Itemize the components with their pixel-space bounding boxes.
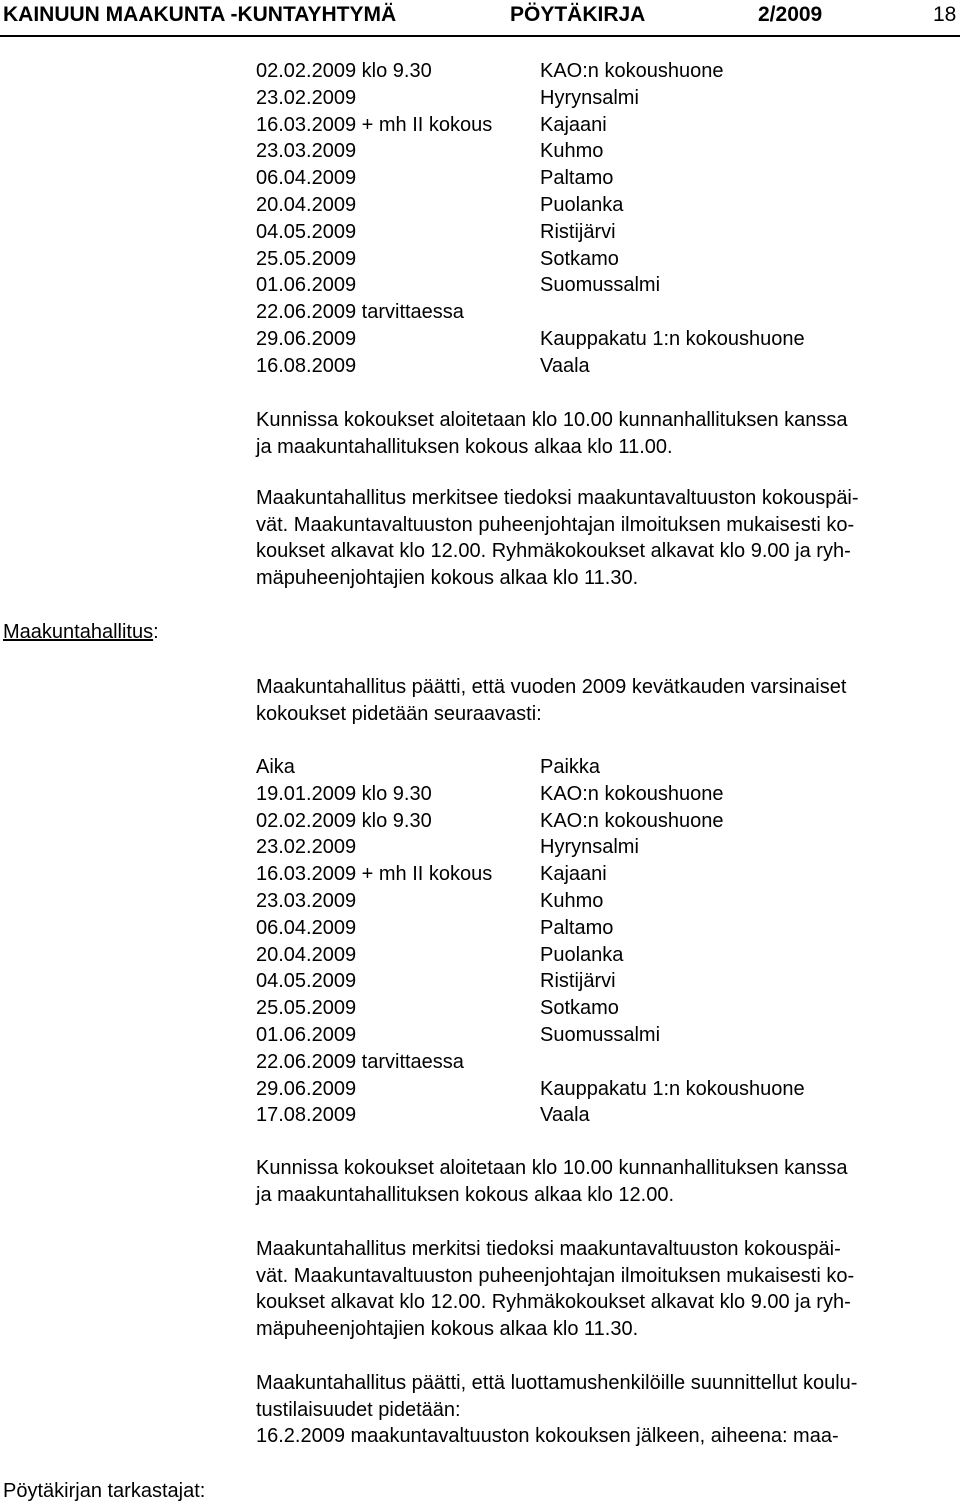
schedule-place: Vaala xyxy=(540,1104,590,1127)
schedule-date: 23.03.2009 xyxy=(256,889,357,912)
schedule-place: Paltamo xyxy=(540,167,614,190)
schedule-date: 29.06.2009 xyxy=(256,1077,357,1100)
schedule-place: Kajaani xyxy=(540,863,607,886)
text-line: Maakuntahallitus päätti, että luottamushenkilöille suunnittellut koulu- xyxy=(256,1372,858,1394)
schedule-place: KAO:n kokoushuone xyxy=(540,60,724,82)
section-label xyxy=(3,621,159,644)
schedule-date: 25.05.2009 xyxy=(256,247,357,270)
schedule-place: KAO:n kokoushuone xyxy=(540,782,724,805)
text-line: Kunnissa kokoukset aloitetaan klo 10.00 kunnanhallituksen kanssa xyxy=(256,1157,848,1179)
text-line: ja maakuntahallituksen kokous alkaa klo 12.00. xyxy=(256,1183,675,1206)
text-line: vät. Maakuntavaltuuston puheenjohtajan ilmoituksen mukaisesti ko- xyxy=(256,513,855,536)
meeting-time-paragraph xyxy=(256,407,946,460)
schedule-date: 16.08.2009 xyxy=(256,354,357,377)
footer-label: Pöytäkirjan tarkastajat: xyxy=(3,1480,206,1502)
council-meeting-paragraph xyxy=(256,1236,946,1343)
text-line: tustilaisuudet pidetään: xyxy=(256,1398,461,1421)
schedule-place: Sotkamo xyxy=(540,997,619,1020)
text-line: 16.2.2009 maakuntavaltuuston kokouksen jälkeen, aiheena: maa- xyxy=(256,1425,839,1448)
text-line: koukset alkavat klo 12.00. Ryhmäkokoukset alkavat klo 9.00 ja ryh- xyxy=(256,540,851,563)
schedule-date: 20.04.2009 xyxy=(256,943,357,966)
column-header-place: Paikka xyxy=(540,756,601,778)
organization-name: KAINUUN MAAKUNTA -KUNTAYHTYMÄ xyxy=(3,3,397,26)
schedule-place: Vaala xyxy=(540,354,590,377)
section-label-colon: : xyxy=(153,621,159,643)
schedule-place: Puolanka xyxy=(540,943,624,966)
schedule-date: 01.06.2009 xyxy=(256,274,357,297)
header-divider xyxy=(0,35,960,37)
council-meeting-paragraph xyxy=(256,485,946,592)
schedule-date: 23.02.2009 xyxy=(256,86,357,109)
text-line: mäpuheenjohtajien kokous alkaa klo 11.30. xyxy=(256,1318,639,1341)
schedule-date: 02.02.2009 klo 9.30 xyxy=(256,809,432,832)
text-line: Maakuntahallitus päätti, että vuoden 2009 kevätkauden varsinaiset xyxy=(256,676,847,698)
text-line: Maakuntahallitus merkitsi tiedoksi maakuntavaltuuston kokouspäi- xyxy=(256,1238,841,1260)
page-header xyxy=(0,0,960,34)
text-line: Maakuntahallitus merkitsee tiedoksi maakuntavaltuuston kokouspäi- xyxy=(256,487,859,509)
document-type: PÖYTÄKIRJA xyxy=(510,3,646,26)
schedule-date: 29.06.2009 xyxy=(256,327,357,350)
schedule-place: Ristijärvi xyxy=(540,970,616,993)
schedule-place: Kauppakatu 1:n kokoushuone xyxy=(540,327,805,350)
schedule-date: 17.08.2009 xyxy=(256,1104,357,1127)
schedule-place: Ristijärvi xyxy=(540,220,616,243)
section-label-text: Maakuntahallitus xyxy=(3,621,154,643)
text-line: mäpuheenjohtajien kokous alkaa klo 11.30. xyxy=(256,567,639,590)
schedule-place: Paltamo xyxy=(540,916,614,939)
schedule-date: 06.04.2009 xyxy=(256,916,357,939)
schedule-date: 22.06.2009 tarvittaessa xyxy=(256,1050,464,1073)
schedule-date: 02.02.2009 klo 9.30 xyxy=(256,60,432,82)
schedule-place: Puolanka xyxy=(540,193,624,216)
text-line: koukset alkavat klo 12.00. Ryhmäkokoukset alkavat klo 9.00 ja ryh- xyxy=(256,1291,851,1314)
text-line: Kunnissa kokoukset aloitetaan klo 10.00 kunnanhallituksen kanssa xyxy=(256,409,848,431)
schedule-date: 23.03.2009 xyxy=(256,140,357,163)
schedule-place: Kuhmo xyxy=(540,140,604,163)
training-paragraph xyxy=(256,1370,946,1450)
schedule-place: Suomussalmi xyxy=(540,274,661,297)
text-line: vät. Maakuntavaltuuston puheenjohtajan ilmoituksen mukaisesti ko- xyxy=(256,1264,855,1287)
schedule-place: KAO:n kokoushuone xyxy=(540,809,724,832)
column-header-date: Aika xyxy=(256,756,295,778)
schedule-place: Kuhmo xyxy=(540,889,604,912)
page-number: 18 xyxy=(933,3,957,26)
schedule-place: Sotkamo xyxy=(540,247,619,270)
schedule-date: 01.06.2009 xyxy=(256,1023,357,1046)
text-line: kokoukset pidetään seuraavasti: xyxy=(256,702,542,725)
schedule-place: Kajaani xyxy=(540,113,607,136)
schedule-date: 20.04.2009 xyxy=(256,193,357,216)
schedule-date: 19.01.2009 klo 9.30 xyxy=(256,782,432,805)
schedule-date: 23.02.2009 xyxy=(256,836,357,859)
schedule-place: Hyrynsalmi xyxy=(540,836,639,859)
schedule-date: 25.05.2009 xyxy=(256,997,357,1020)
schedule-date: 16.03.2009 + mh II kokous xyxy=(256,113,493,136)
schedule-date: 04.05.2009 xyxy=(256,970,357,993)
document-number: 2/2009 xyxy=(758,3,823,26)
schedule-date: 04.05.2009 xyxy=(256,220,357,243)
schedule-place: Hyrynsalmi xyxy=(540,86,639,109)
meeting-time-paragraph xyxy=(256,1155,946,1208)
schedule-date: 22.06.2009 tarvittaessa xyxy=(256,301,464,324)
decision-paragraph xyxy=(256,674,946,727)
schedule-place: Suomussalmi xyxy=(540,1023,661,1046)
text-line: ja maakuntahallituksen kokous alkaa klo 11.00. xyxy=(256,435,673,458)
schedule-date: 06.04.2009 xyxy=(256,167,357,190)
schedule-place: Kauppakatu 1:n kokoushuone xyxy=(540,1077,805,1100)
schedule-date: 16.03.2009 + mh II kokous xyxy=(256,863,493,886)
